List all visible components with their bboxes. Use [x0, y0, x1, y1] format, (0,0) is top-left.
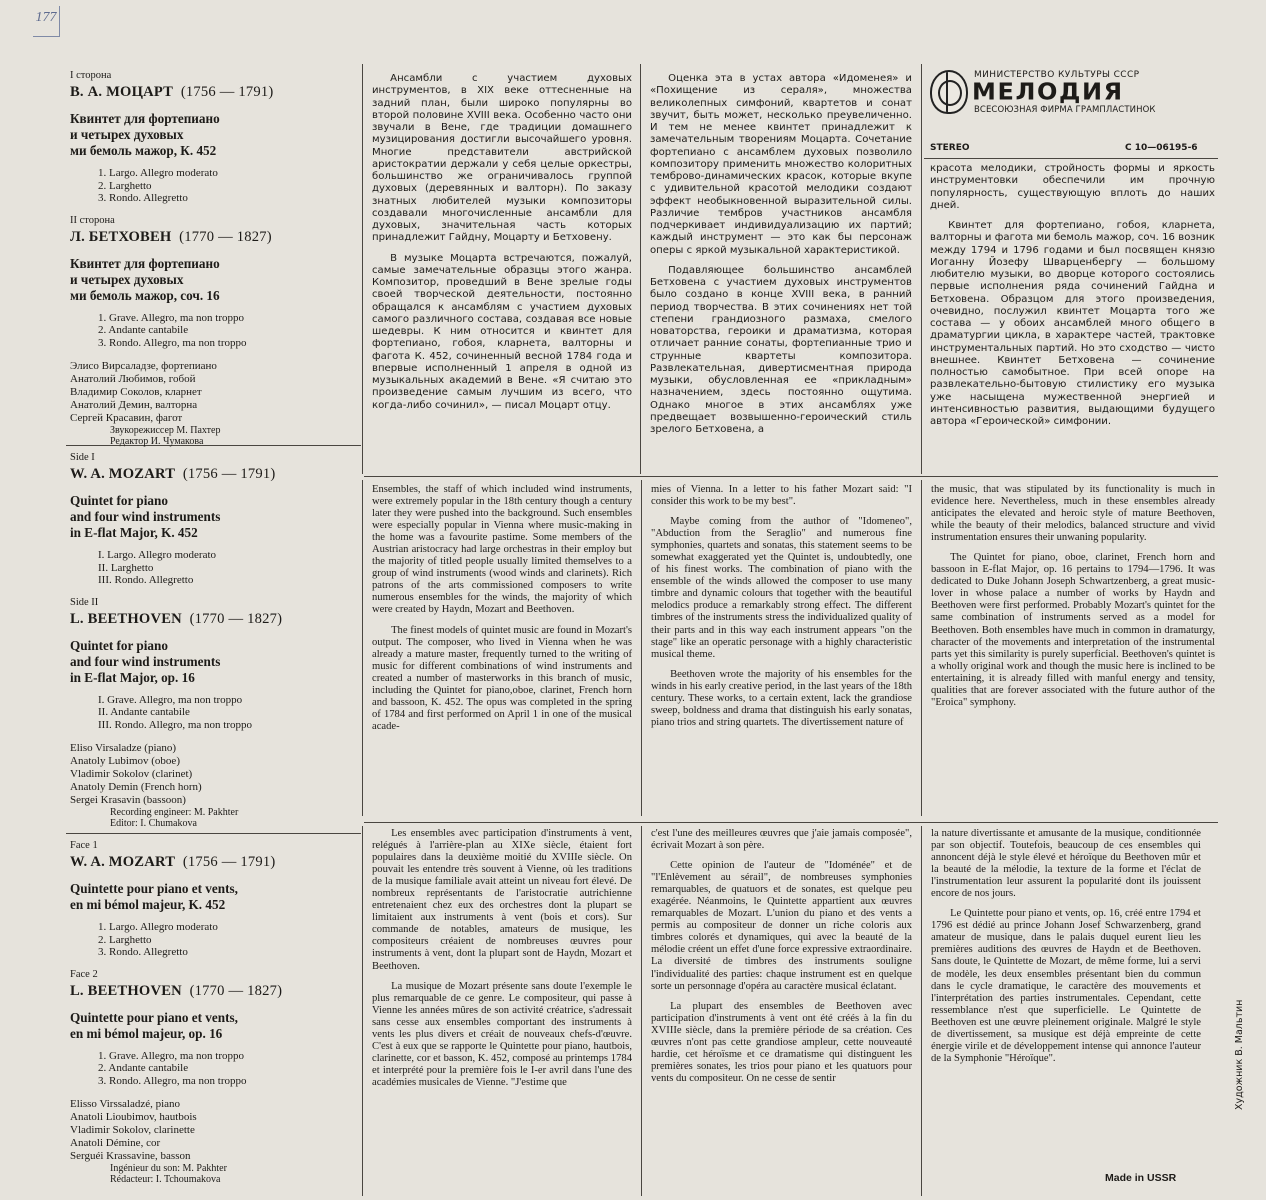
- work-title-line: en mi bémol majeur, K. 452: [70, 897, 226, 912]
- composer-name: Л. БЕТХОВЕН: [70, 228, 172, 245]
- composer-heading: [70, 466, 358, 483]
- liner-paragraph: La musique de Mozart présente sans doute l'exemple le plus remarquable de ce genre. Le compositeur, qui passe à Vienne les années mûres de son activité créatrice, s'adressait sans cesse aux ensembles comportant des instruments à vents les plus divers et créait de nouveaux chefs-d'œuvre. C'est à eux que se rapporte le Quintette pour piano, hautbois, clarinette, cor et basson, K. 452, composé au printemps 1784 et interprété pour la première fois le I-er avril dans l'une des académies musicales de Vienne. "J'estime que: [372, 980, 632, 1088]
- section-divider: [924, 158, 1218, 159]
- column-divider: [362, 480, 363, 816]
- work-title-line: Квинтет для фортепиано: [70, 255, 220, 271]
- liner-paragraph: The finest models of quintet music are found in Mozart's output. The composer, who lived in Vienna when he was already a mature master, frequently turned to the writing of music for different combinations of wind instruments and created a number of masterworks in this branch of music, including the Quintet for piano,oboe, clarinet, French horn and bassoon, K. 452. The opus was completed in the spring of 1784 and first performed on April 1 in one of the musical acade-: [372, 624, 632, 732]
- work-title-line: in E-flat Major, op. 16: [70, 669, 195, 685]
- performer: Anatoli Démine, cor: [70, 1136, 161, 1149]
- composer-years: (1756 — 1791): [182, 466, 276, 482]
- catalog-number: С 10—06195-6: [1125, 143, 1198, 153]
- movement: II. Andante cantabile: [98, 706, 190, 719]
- english-tracklist: [68, 452, 358, 830]
- composer-name: W. A. MOZART: [70, 466, 176, 482]
- performer-list: [70, 360, 358, 425]
- movement-list: [98, 694, 358, 732]
- russian-tracklist: [68, 70, 358, 448]
- performer-list: [70, 742, 358, 807]
- made-in-label: Made in USSR: [1105, 1172, 1177, 1184]
- stereo-label: STEREO: [930, 143, 970, 153]
- liner-paragraph: Cette opinion de l'auteur de "Idoménée" et de "l'Enlèvement au sérail", de nombreuses symphonies remarquables, de quatuors et de sonates, est quelque peu exagérée. Néanmoins, le Quintette appartient aux œuvres remarquables de Mozart. L'union du piano et des vents a permis au compositeur de donner un riche coloris aux timbres colorés et dynamiques, qui avec la beauté de la mélodie créent un effet d'une force expressive extraordinaire. La diversité de timbres des instruments souligne l'individualité des parties: chaque instrument est en quelque sorte un personnage d'opéra au caractère musical éclatant.: [651, 860, 912, 992]
- liner-notes-column: [651, 484, 912, 729]
- movement: I. Grave. Allegro, ma non troppo: [98, 693, 243, 706]
- melodiya-logo: [930, 68, 1210, 114]
- composer-years: (1756 — 1791): [182, 854, 276, 870]
- work-title-line: и четырех духовых: [70, 271, 184, 287]
- performer: Anatoli Lioubimov, hautbois: [70, 1110, 197, 1123]
- column-divider: [641, 826, 642, 1196]
- movement: 2. Andante cantabile: [98, 1062, 189, 1075]
- column-divider: [640, 64, 641, 474]
- liner-notes-column: [931, 484, 1215, 709]
- work-title-line: и четырех духовых: [70, 127, 184, 142]
- performer: Vladimir Sokolov, clarinette: [70, 1123, 195, 1136]
- section-divider: [364, 476, 1218, 477]
- composer-name: L. BEETHOVEN: [70, 982, 182, 999]
- work-title: [70, 256, 358, 304]
- movement: I. Largo. Allegro moderato: [98, 549, 217, 561]
- liner-paragraph: Le Quintette pour piano et vents, op. 16, créé entre 1794 et 1796 est dédié au prince Johann Josef Schwarzenberg, grand amateur de musique, dans le palais duquel eurent lieu les premières auditions des œuvres de Haydn et de Beethoven. Sans doute, le Quintette de Mozart, de même forme, lui a servi de modèle, les deux ensembles présentant bien du commun dans le cycle dramatique, le caractère des mouvements et l'interprétation des parties instrumentales. Cependant, cette ressemblance n'est que superficielle. Le Quintette de Beethoven est une œuvre pleinement originale. Malgré le style de divertissement, sa musique est déjà empreinte de cette énergie virile et de développement intense qui annonce l'auteur de la Symphonie "Héroïque".: [931, 908, 1201, 1064]
- side-label: Side II: [70, 596, 99, 608]
- movement: 3. Rondo. Allegro, ma non troppo: [98, 1074, 247, 1087]
- french-tracklist: [68, 840, 358, 1186]
- liner-paragraph: Подавляющее большинство ансамблей Бетховена с участием духовых инструментов было создано в конце XVIII века, в ранний период творчества. В этих сочинениях нет той степени грандиозного размаха, смелого новаторства, героики и драматизма, которая отличает ранние сонаты, фортепианные трио и струнные квартеты композитора. Развлекательная, дивертисментная природа музыки, обусловленная ее «прикладным» назначением, здесь постоянно ощутима. Однако многое в этих ансамблях уже предвещает возвышенно-героический стиль зрелого Бетховена, а: [650, 264, 912, 435]
- performer: Vladimir Sokolov (clarinet): [70, 767, 193, 780]
- liner-notes-column: [650, 73, 912, 436]
- work-title: [70, 493, 358, 541]
- artist-credit: Художник В. Мальтин: [1234, 999, 1245, 1110]
- liner-paragraph: The Quintet for piano, oboe, clarinet, French horn and bassoon in E-flat Major, op. 16 pertains to 1794—1796. It was dedicated to Duke Johann Joseph Schwartzenberg, a great music-lover in whose palace a number of works by Haydn and Beethoven were first performed. Probably Mozart's quintet for the same combination of instruments served as a model for Beethoven. Both ensembles have much in common in dramaturgy, character of the movements and interpretation of the instrumental parts yet this similarity is purely superficial. Beethoven's quintet is a wholly original work and though the music here is inclined to be entertaining, it is already filled with manful energy and tensity, qualities that are forever associated with the future author of the "Eroica" symphony.: [931, 552, 1215, 708]
- movement: 1. Grave. Allegro, ma non troppo: [98, 1049, 245, 1062]
- movement: II. Larghetto: [98, 561, 154, 574]
- column-divider: [921, 480, 922, 816]
- performer: Anatoly Lubimov (oboe): [70, 754, 180, 767]
- liner-notes-column: [372, 73, 632, 412]
- liner-notes-column: [931, 828, 1201, 1065]
- liner-paragraph: the music, that was stipulated by its functionality is much in evidence here. Nevertheless, much in these ensembles already anticipates the elevated and heroic style of mature Beethoven, while the beauty of their melodics, balanced structure and vivid instrumentation ensures their unwaning popularity.: [931, 484, 1215, 544]
- liner-paragraph: Ансамбли с участием духовых инструментов, в XIX веке оттесненные на задний план, были широко популярны во второй половине XVIII века. Особенно часто они звучали в Вене, где традиции домашнего музицирования достигли высочайшего уровня. Многие представители австрийской аристократии держали у себя целые оркестры, большинство же ограничивалось группой духовых (деревянных и валторн). По заказу знатных любителей музыки композиторы создавали многочисленные ансамбли для духовых, значительная часть которых принадлежит Гайдну, Моцарту и Бетховену.: [372, 73, 632, 244]
- movement: 1. Largo. Allegro moderato: [98, 167, 218, 179]
- composer-heading: [70, 611, 358, 628]
- movement: III. Rondo. Allegro, ma non troppo: [98, 718, 252, 731]
- performer: Анатолий Любимов, гобой: [70, 372, 196, 385]
- movement: 3. Rondo. Allegretto: [98, 192, 188, 205]
- liner-paragraph: Квинтет для фортепиано, гобоя, кларнета, валторны и фагота ми бемоль мажор, соч. 16 возник между 1794 и 1796 годами и был посвящен князю Иоганну Йозефу Шварценбергу — большому любителю музыки, во дворце которого состоялись первые исполнения ряда сочинений Гайдна и Бетховена. Образцом для этого произведения, очевидно, послужил квинтет Моцарта того же состава — у обоих ансамблей много общего в драматургии цикла, в характере частей, трактовке инструментальных партий. Но это сходство — чисто внешнее. Квинтет Бетховена — сочинение полностью самобытное. При всей опоре на развлекательно-бытовую стилистику его музыка уже насыщена мужественной энергией и интенсивностью развития, выдающими будущего автора «Героической» симфонии.: [930, 220, 1215, 427]
- movement-list: [98, 312, 358, 350]
- composer-years: (1770 — 1827): [189, 982, 283, 999]
- melodiya-emblem-icon: [930, 70, 968, 114]
- work-title-line: Квинтет для фортепиано: [70, 111, 220, 126]
- work-title-line: ми бемоль мажор, соч. 16: [70, 287, 220, 303]
- liner-paragraph: c'est l'une des meilleures œuvres que j'aie jamais composée", écrivait Mozart à son père.: [651, 828, 912, 852]
- work-title-line: Quintette pour piano et vents,: [70, 881, 238, 896]
- movement-list: [98, 921, 358, 959]
- performer: Anatoly Demin (French horn): [70, 780, 202, 793]
- performer: Сергей Красавин, фагот: [70, 411, 183, 424]
- composer-name: W. A. MOZART: [70, 854, 176, 870]
- liner-notes-column: [651, 828, 912, 1085]
- performer: Элисо Вирсаладзе, фортепиано: [70, 359, 217, 372]
- section-divider: [364, 822, 1218, 823]
- composer-years: (1756 — 1791): [180, 84, 274, 100]
- work-title-line: Quintet for piano: [70, 493, 168, 508]
- composer-heading: [70, 854, 358, 871]
- work-title: [70, 638, 358, 686]
- movement: 3. Rondo. Allegretto: [98, 946, 188, 959]
- movement: 1. Grave. Allegro, ma non troppo: [98, 311, 245, 324]
- column-divider: [921, 64, 922, 474]
- production-credit: Редактор И. Чумакова: [110, 436, 204, 448]
- composer-heading: [70, 84, 358, 101]
- composer-years: (1770 — 1827): [189, 610, 283, 627]
- work-title-line: and four wind instruments: [70, 509, 221, 524]
- performer: Sergei Krasavin (bassoon): [70, 793, 186, 806]
- work-title-line: en mi bémol majeur, op. 16: [70, 1025, 223, 1041]
- logo-name: МЕЛОДИЯ: [972, 78, 1124, 106]
- liner-paragraph: Les ensembles avec participation d'instruments à vent, relégués à l'arrière-plan au XIXe siècle, étaient fort populaires dans la deuxième moitié du XVIIIe siècle. On pouvait les entendre très souvent à Vienne, où les traditions de la musique familiale avait atteint un niveau fort élevé. De nombreux représentants de l'aristocratie autrichienne entretenaient chez eux des orchestres dont la plupart se limitaient aux instruments à vent (bois et cors). Sur commande de notables, amateurs de musique, les compositeurs créaient de nombreuses œuvres pour instruments à vent, dont la plupart sont de Haydn, Mozart et Beethoven.: [372, 828, 632, 972]
- liner-paragraph: La plupart des ensembles de Beethoven avec participation d'instruments à vent ont été créés à la fin du XVIIIe siècle, dans la première période de sa création. Ces œuvres n'ont pas cette grandiose ampleur, cette nouveauté hardie, cet héroïsme et ce dramatisme qui distinguent les premières sonates, les trios pour piano et les quatuors pour vents du compositeur. On ne cesse de sentir: [651, 1000, 912, 1084]
- movement: 2. Andante cantabile: [98, 324, 189, 337]
- work-title-line: and four wind instruments: [70, 653, 221, 669]
- movement: 2. Larghetto: [98, 179, 152, 192]
- liner-paragraph: Оценка эта в устах автора «Идоменея» и «Похищение из сераля», множества великолепных симфоний, квартетов и сонат звучит, быть может, несколько преувеличенно. И тем не менее квинтет принадлежит к замечательным творениям Моцарта. Сочетание фортепиано с ансамблем духовых позволило композитору применить множество колоритных темброво-динамических красок, которые вкупе с удивительной красотой мелодики создают эффект необыкновенной выразительной силы. Различие тембров участников ансамбля подчеркивает индивидуализацию их партий; каждый инструмент — это как бы персонаж оперы с яркой музыкальной характеристикой.: [650, 73, 912, 256]
- logo-subtitle: ВСЕСОЮЗНАЯ ФИРМА ГРАМПЛАСТИНОК: [974, 105, 1156, 115]
- column-divider: [362, 826, 363, 1196]
- movement: 1. Largo. Allegro moderato: [98, 921, 218, 933]
- liner-paragraph: la nature divertissante et amusante de la musique, conditionnée par son objectif. Toutefois, beaucoup de ces ensembles qui annoncent déjà le style élevé et héroïque du Beethoven mûr et la beauté de la mélodie, la texture de la forme et l'éclat de l'instrumentation leur assurent la popularité dont ils jouissent encore de nos jours.: [931, 828, 1201, 900]
- production-credit: Recording engineer: M. Pakhter: [110, 806, 239, 818]
- liner-paragraph: В музыке Моцарта встречаются, пожалуй, самые замечательные образцы этого жанра. Композитор, проведший в Вене зрелые годы своей творческой деятельности, постоянно обращался к ансамблям с участием духовых самого различного состава, создавая все новые шедевры. К ним относится и квинтет для фортепиано, гобоя, кларнета, валторны и фагота К. 452, сочиненный весной 1784 года и впервые исполненный 1 апреля в одной из музыкальных академий в Вене. «Я считаю это произведение самым лучшим из всего, что когда-либо сочинил», — писал Моцарт отцу.: [372, 252, 632, 411]
- work-title-line: in E-flat Major, K. 452: [70, 525, 198, 540]
- performer: Владимир Соколов, кларнет: [70, 385, 202, 398]
- side-label: I сторона: [70, 70, 112, 81]
- liner-notes-column: [372, 484, 632, 733]
- liner-notes-column: [930, 163, 1215, 428]
- work-title-line: Quintet for piano: [70, 637, 168, 653]
- movement-list: [98, 167, 358, 205]
- work-title-line: ми бемоль мажор, К. 452: [70, 143, 217, 158]
- column-divider: [641, 480, 642, 816]
- production-credit: Editor: I. Chumakova: [110, 818, 197, 830]
- movement: III. Rondo. Allegretto: [98, 574, 194, 587]
- work-title: [70, 1010, 358, 1042]
- movement: 2. Larghetto: [98, 933, 152, 946]
- composer-years: (1770 — 1827): [179, 228, 272, 245]
- side-label: Face 2: [70, 968, 98, 980]
- logo-ministry: МИНИСТЕРСТВО КУЛЬТУРЫ СССР: [974, 70, 1140, 80]
- performer: Elisso Virssaladzé, piano: [70, 1097, 181, 1110]
- liner-paragraph: красота мелодики, стройность формы и яркость инструментовки обеспечили им прочную популярность, существующую вплоть до наших дней.: [930, 163, 1215, 211]
- section-divider: [66, 833, 361, 834]
- movement: 3. Rondo. Allegro, ma non troppo: [98, 336, 247, 349]
- composer-heading: [70, 229, 358, 246]
- liner-notes-column: [372, 828, 632, 1089]
- work-title: [70, 111, 358, 159]
- work-title: [70, 881, 358, 913]
- handwritten-sheet-number: 177: [33, 6, 60, 37]
- performer-list: [70, 1098, 358, 1163]
- performer: Serguéi Krassavine, basson: [70, 1149, 191, 1162]
- performer: Eliso Virsaladze (piano): [70, 741, 177, 754]
- production-credit: Звукорежиссер М. Пахтер: [110, 424, 221, 436]
- side-label: Side I: [70, 452, 95, 463]
- production-credit: Ingénieur du son: M. Pakhter: [110, 1162, 227, 1174]
- side-label: Face 1: [70, 840, 98, 851]
- composer-name: L. BEETHOVEN: [70, 610, 182, 627]
- liner-paragraph: Maybe coming from the author of "Idomeneo", "Abduction from the Seraglio" and numerous fine symphonies, quartets and sonatas, this statement seems to be somewhat exaggerated yet the Quintet is, undoubtedly, one of his finest works. The combination of piano with the ensemble of the winds allowed the composer to use many timbre and dynamic colours that together with the beautiful melodics produce a remarkably strong effect. The different timbres of the instruments stress the individualized quality of their parts and in this way each instrument appears "on the stage" like an operatic personage with a highly characteristic musical theme.: [651, 516, 912, 660]
- side-label: II сторона: [70, 214, 115, 226]
- liner-paragraph: Beethoven wrote the majority of his ensembles for the winds in his early creative period, in the last years of the 18th century. These works, to a certain extent, lack the grandiose sweep, boldness and drama that distinguish his early sonatas, piano trios and string quartets. The divertissement nature of: [651, 668, 912, 728]
- composer-heading: [70, 983, 358, 1000]
- liner-paragraph: Ensembles, the staff of which included wind instruments, were extremely popular in the 18th century though a century later they were pushed into the background. Such ensembles were especially popular in Vienna where music-making in the home was a favourite pastime. Some members of the Austrian aristocracy had large orchestras in their employ but the majority of titled people usually limited themselves to a group of wind instruments (wood winds and clarinets). Rich patrons of the arts commissioned composers to write numerous ensembles for the winds, the majority of which were created by Haydn, Mozart and Beethoven.: [372, 484, 632, 616]
- movement-list: [98, 549, 358, 587]
- movement-list: [98, 1050, 358, 1088]
- liner-paragraph: mies of Vienna. In a letter to his father Mozart said: "I consider this work to be my best".: [651, 484, 912, 508]
- column-divider: [362, 64, 363, 474]
- composer-name: В. А. МОЦАРТ: [70, 84, 174, 100]
- production-credit: Rédacteur: I. Tchoumakova: [110, 1174, 221, 1186]
- work-title-line: Quintette pour piano et vents,: [70, 1009, 238, 1025]
- performer: Анатолий Демин, валторна: [70, 398, 198, 411]
- column-divider: [921, 826, 922, 1196]
